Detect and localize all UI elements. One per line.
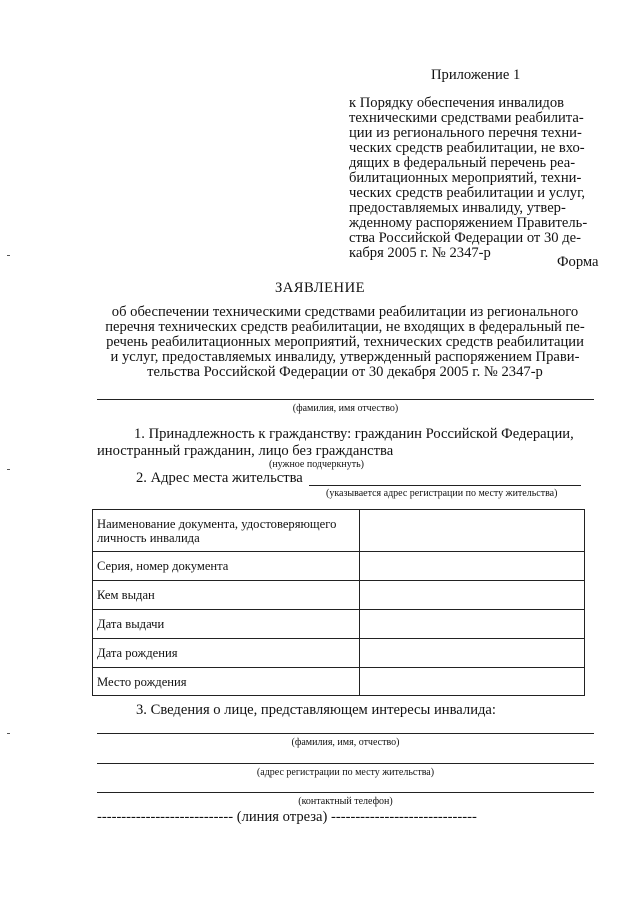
- table-row: [93, 668, 585, 696]
- appendix-line: ства Российской Федерации от 30 де-: [349, 230, 581, 246]
- row-label: Место рождения: [93, 668, 360, 696]
- form-label: Форма: [557, 254, 599, 270]
- address-label: 2. Адрес места жительства: [136, 470, 303, 486]
- subtitle-line: тельства Российской Федерации от 30 декабря 2005 г. № 2347-р: [147, 364, 543, 380]
- representative-phone-caption: (контактный телефон): [298, 796, 393, 807]
- statement-subtitle: [95, 305, 595, 380]
- address-caption: (указывается адрес регистрации по месту жительства): [326, 488, 558, 499]
- row-label: Наименование документа, удостоверяющего личность инвалида: [93, 510, 360, 552]
- row-label: Дата выдачи: [93, 610, 360, 639]
- appendix-text: [349, 96, 587, 261]
- fio-field-line[interactable]: [97, 399, 594, 400]
- representative-fio-caption: (фамилия, имя, отчество): [291, 737, 400, 748]
- appendix-line: ческих средств реабилитации и услуг,: [349, 185, 586, 201]
- row-value-cell[interactable]: [360, 581, 585, 610]
- citizenship-note: (нужное подчеркнуть): [269, 459, 364, 470]
- row-label: Дата рождения: [93, 639, 360, 668]
- subtitle-line: об обеспечении техническими средствами реабилитации из регионального: [111, 304, 579, 320]
- table-row: [93, 552, 585, 581]
- representative-address-line[interactable]: [97, 763, 594, 764]
- subtitle-line: речень реабилитационных мероприятий, технических средств реабилитации: [106, 334, 584, 350]
- citizenship-options[interactable]: иностранный гражданин, лицо без гражданства: [97, 443, 394, 459]
- appendix-line: ции из регионального перечня техни-: [349, 125, 582, 141]
- scan-mark: [7, 255, 10, 256]
- table-row: [93, 581, 585, 610]
- representative-fio-line[interactable]: [97, 733, 594, 734]
- subtitle-line: и услуг, предоставляемых инвалиду, утвержденный распоряжением Прави-: [110, 349, 580, 365]
- row-label: Серия, номер документа: [93, 552, 360, 581]
- address-field-line[interactable]: [309, 485, 581, 486]
- appendix-line: к Порядку обеспечения инвалидов: [349, 95, 565, 111]
- row-value-cell[interactable]: [360, 552, 585, 581]
- cut-line: ---------------------------- (линия отреза) ------------------------------: [97, 809, 477, 825]
- subtitle-line: перечня технических средств реабилитации, не входящих в федеральный пе-: [105, 319, 585, 335]
- appendix-line: предоставляемых инвалиду, утвер-: [349, 200, 566, 216]
- table-row: [93, 610, 585, 639]
- row-label: Кем выдан: [93, 581, 360, 610]
- row-value-cell[interactable]: [360, 610, 585, 639]
- appendix-title: Приложение 1: [431, 67, 521, 83]
- row-value-cell[interactable]: [360, 510, 585, 552]
- appendix-line: жденному распоряжением Правитель-: [349, 215, 588, 231]
- statement-title: ЗАЯВЛЕНИЕ: [274, 280, 366, 296]
- representative-address-caption: (адрес регистрации по месту жительства): [256, 767, 435, 778]
- table-row: [93, 510, 585, 552]
- appendix-line: билитационных мероприятий, техни-: [349, 170, 582, 186]
- representative-label: 3. Сведения о лице, представляющем интересы инвалида:: [136, 702, 496, 718]
- fio-caption: (фамилия, имя отчество): [292, 403, 399, 414]
- appendix-line: техническими средствами реабилита-: [349, 110, 584, 126]
- row-value-cell[interactable]: [360, 639, 585, 668]
- citizenship-line-1: 1. Принадлежность к гражданству: гражданин Российской Федерации,: [134, 426, 574, 442]
- appendix-line: кабря 2005 г. № 2347-р: [349, 245, 491, 261]
- scan-mark: [7, 469, 10, 470]
- appendix-line: дящих в федеральный перечень реа-: [349, 155, 576, 171]
- table-row: [93, 639, 585, 668]
- appendix-line: ческих средств реабилитации, не вхо-: [349, 140, 585, 156]
- identity-table: [92, 509, 585, 696]
- scan-mark: [7, 733, 10, 734]
- representative-phone-line[interactable]: [97, 792, 594, 793]
- row-value-cell[interactable]: [360, 668, 585, 696]
